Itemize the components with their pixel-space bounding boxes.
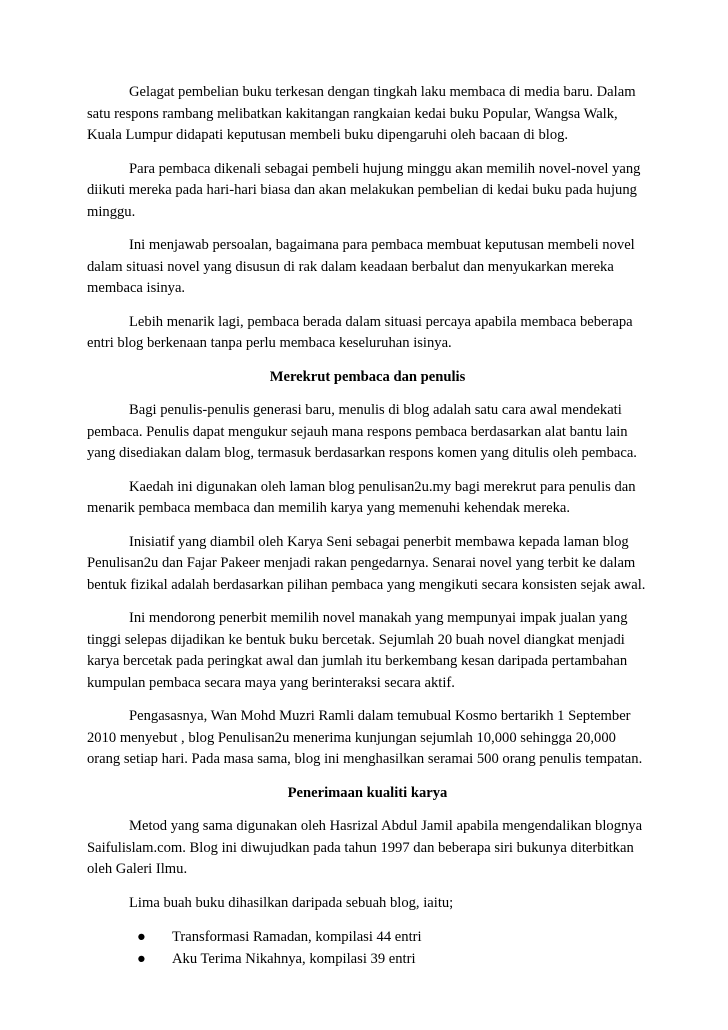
list-item bbox=[132, 926, 648, 948]
section-heading-recruiting: Merekrut pembaca dan penulis bbox=[269, 368, 466, 385]
bullet-icon: ● bbox=[137, 929, 146, 945]
list-item bbox=[132, 948, 648, 970]
list-item-text: Transformasi Ramadan, kompilasi 44 entri bbox=[172, 929, 422, 945]
paragraph-purchasing-behaviour: Gelagat pembelian buku terkesan dengan tingkah laku membaca di media baru. Dalam satu respons rambang melibatkan kakitangan rangkaian kedai buku Popular, Wangsa Walk, Kuala Lumpur didapati keputusan membeli buku dipengaruhi oleh bacaan di blog. bbox=[87, 84, 636, 143]
book-list bbox=[87, 926, 648, 970]
paragraph-karya-seni-initiative: Inisiatif yang diambil oleh Karya Seni sebagai penerbit membawa kepada laman blog Penulisan2u dan Fajar Pakeer menjadi rakan pengedarnya. Senarai novel yang terbit ke dalam bentuk fizikal adalah berdasarkan pilihan pembaca yang mengikuti secara konsisten sejak awal. bbox=[87, 533, 646, 593]
paragraph-buying-decision: Ini menjawab persoalan, bagaimana para pembaca membuat keputusan membeli novel dalam situasi novel yang disusun di rak dalam keadaan berbalut dan menyukarkan mereka membaca isinya. bbox=[87, 237, 635, 296]
paragraph-saifulislam-blog: Metod yang sama digunakan oleh Hasrizal Abdul Jamil apabila mengendalikan blognya Saifulislam.com. Blog ini diwujudkan pada tahun 1997 dan beberapa siri bukunya diterbitkan oleh Galeri Ilmu. bbox=[87, 818, 643, 877]
paragraph-weekend-buyers: Para pembaca dikenali sebagai pembeli hujung minggu akan memilih novel-novel yang diikuti mereka pada hari-hari biasa dan akan melakukan pembelian di kedai buku pada hujung minggu. bbox=[87, 160, 641, 220]
bullet-icon: ● bbox=[137, 951, 146, 967]
paragraph-founder-interview: Pengasasnya, Wan Mohd Muzri Ramli dalam temubual Kosmo bertarikh 1 September 2010 menyebut , blog Penulisan2u menerima kunjungan sejumlah 10,000 sehingga 20,000 orang setiap hari. Pada masa sama, blog ini menghasilkan seramai 500 orang penulis tempatan. bbox=[87, 708, 643, 767]
paragraph-five-books: Lima buah buku dihasilkan daripada sebuah blog, iaitu; bbox=[129, 894, 454, 911]
paragraph-reader-trust: Lebih menarik lagi, pembaca berada dalam situasi percaya apabila membaca beberapa entri blog berkenaan tanpa perlu membaca keseluruhan isinya. bbox=[87, 313, 633, 351]
paragraph-penulisan2u-method: Kaedah ini digunakan oleh laman blog penulisan2u.my bagi merekrut para penulis dan menarik pembaca membaca dan memilih karya yang memenuhi kehendak mereka. bbox=[87, 478, 636, 516]
paragraph-publisher-selection: Ini mendorong penerbit memilih novel manakah yang mempunyai impak jualan yang tinggi selepas dijadikan ke bentuk buku bercetak. Sejumlah 20 buah novel diangkat menjadi karya bercetak pada peringkat awal dan jumlah itu berkembang kesan daripada pertambahan kumpulan pembaca secara maya yang berinteraksi secara aktif. bbox=[87, 610, 628, 691]
paragraph-new-writers: Bagi penulis-penulis generasi baru, menulis di blog adalah satu cara awal mendekati pembaca. Penulis dapat mengukur sejauh mana respons pembaca berdasarkan alat bantu lain yang disediakan dalam blog, termasuk berdasarkan respons komen yang ditulis oleh pembaca. bbox=[87, 402, 637, 461]
section-heading-quality: Penerimaan kualiti karya bbox=[287, 784, 448, 801]
list-item-text: Aku Terima Nikahnya, kompilasi 39 entri bbox=[172, 951, 416, 967]
